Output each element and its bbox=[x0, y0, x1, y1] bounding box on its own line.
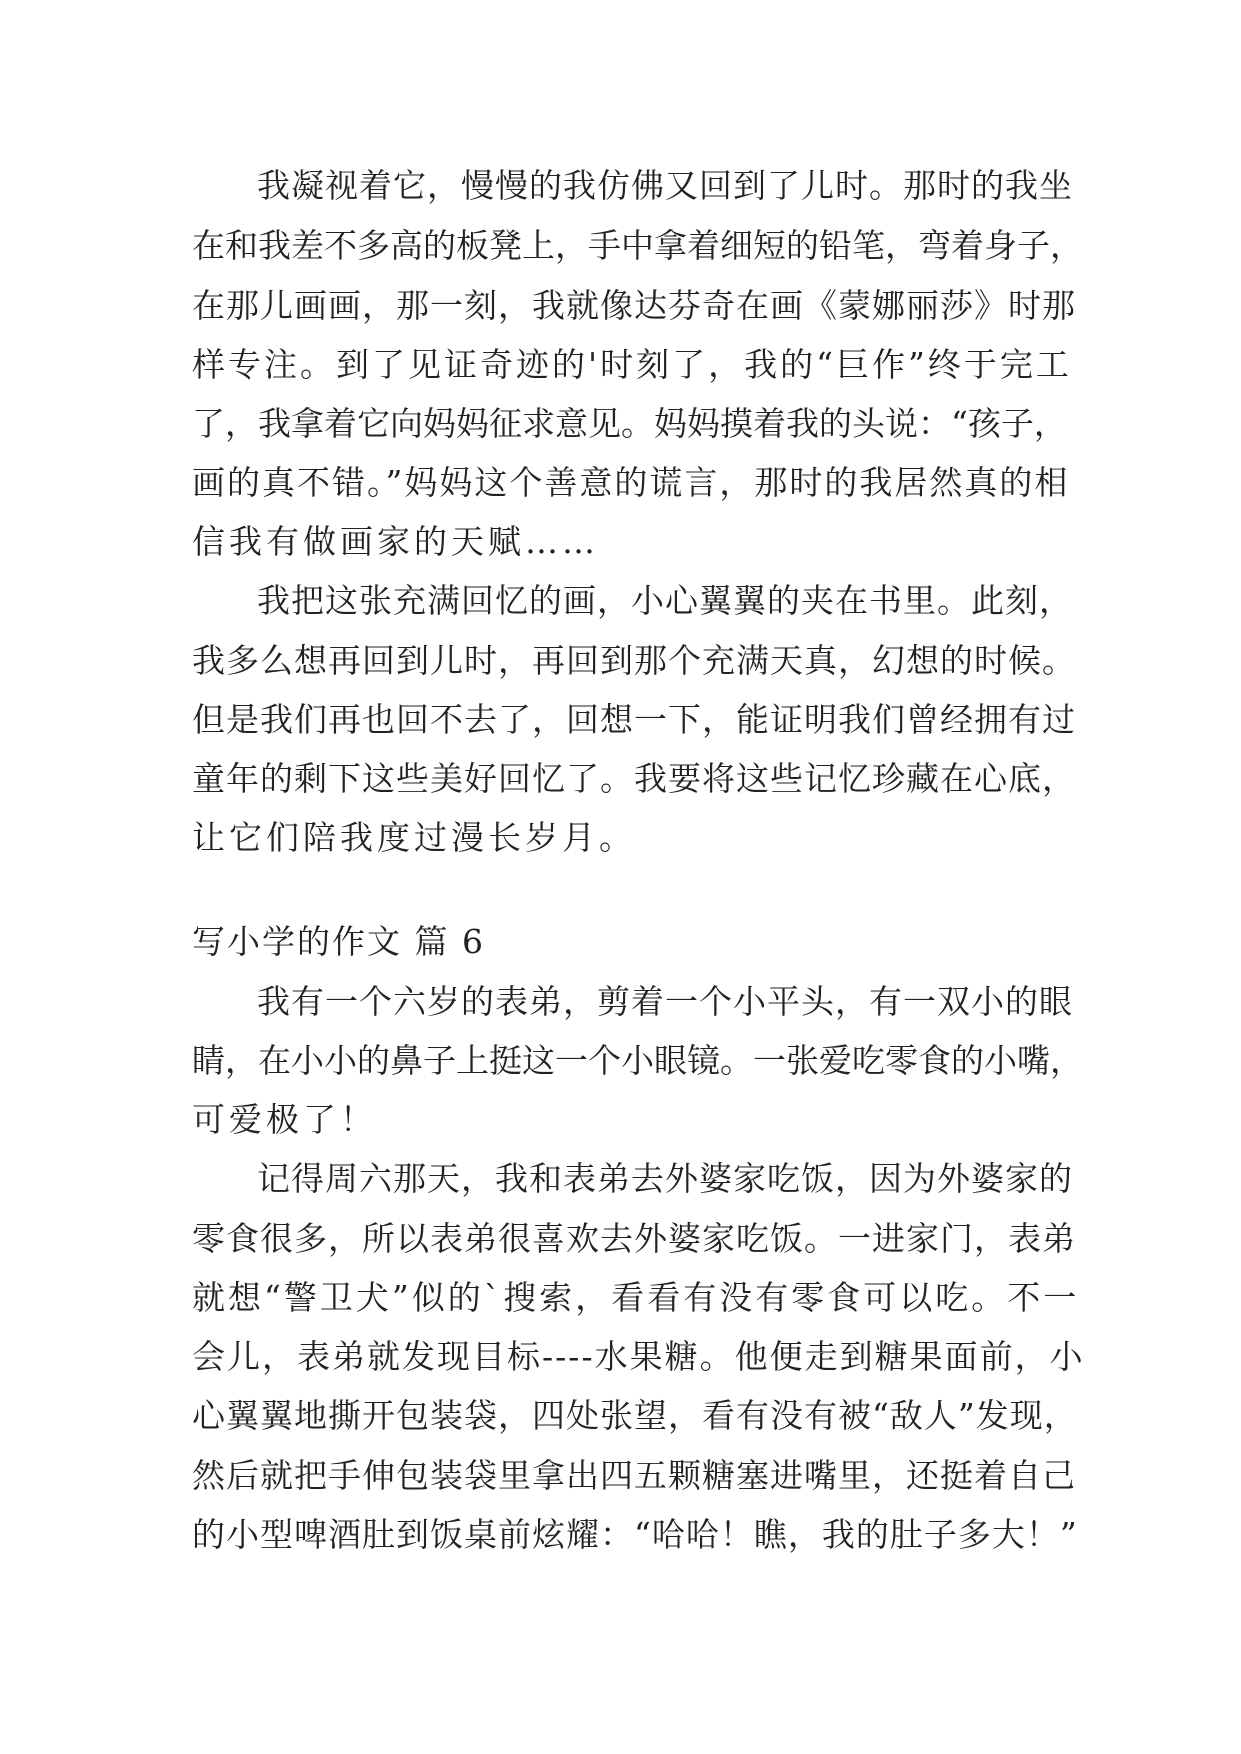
paragraph-line: 了，我拿着它向妈妈征求意见。妈妈摸着我的头说：“孩子， bbox=[192, 404, 1067, 443]
paragraph-line: 童年的剩下这些美好回忆了。我要将这些记忆珍藏在心底， bbox=[192, 759, 1076, 798]
paragraph-line: 但是我们再也回不去了，回想一下，能证明我们曾经拥有过 bbox=[192, 700, 1076, 739]
paragraph-line: 然后就把手伸包装袋里拿出四五颗糖塞进嘴里，还挺着自己 bbox=[192, 1456, 1076, 1495]
paragraph-line: 画的真不错。”妈妈这个善意的谎言，那时的我居然真的相 bbox=[192, 463, 1070, 502]
paragraph-line: 可爱极了！ bbox=[192, 1100, 377, 1139]
paragraph-line: 让它们陪我度过漫长岁月。 bbox=[192, 818, 636, 857]
paragraph-line: 零食很多，所以表弟很喜欢去外婆家吃饭。一进家门，表弟 bbox=[192, 1219, 1076, 1258]
paragraph-line: 在那儿画画，那一刻，我就像达芬奇在画《蒙娜丽莎》时那 bbox=[192, 286, 1076, 325]
paragraph-line: 记得周六那天，我和表弟去外婆家吃饭，因为外婆家的 bbox=[257, 1159, 1073, 1198]
paragraph-line: 的小型啤酒肚到饭桌前炫耀：“哈哈！瞧，我的肚子多大！” bbox=[192, 1515, 1078, 1554]
paragraph-line: 我凝视着它，慢慢的我仿佛又回到了儿时。那时的我坐 bbox=[257, 166, 1073, 205]
paragraph-line: 我把这张充满回忆的画，小心翼翼的夹在书里。此刻， bbox=[257, 581, 1073, 620]
paragraph-line: 我多么想再回到儿时，再回到那个充满天真，幻想的时候。 bbox=[192, 641, 1076, 680]
paragraph-line: 就想“警卫犬”似的`搜索，看看有没有零食可以吃。不一 bbox=[192, 1278, 1080, 1317]
paragraph-line: 心翼翼地撕开包装袋，四处张望，看有没有被“敌人”发现， bbox=[192, 1396, 1078, 1435]
paragraph-line: 会儿，表弟就发现目标----水果糖。他便走到糖果面前，小 bbox=[192, 1337, 1085, 1376]
paragraph-line: 我有一个六岁的表弟，剪着一个小平头，有一双小的眼 bbox=[257, 982, 1073, 1021]
paragraph-line: 信我有做画家的天赋…… bbox=[192, 522, 599, 561]
paragraph-line: 睛，在小小的鼻子上挺这一个小眼镜。一张爱吃零食的小嘴， bbox=[192, 1041, 1083, 1080]
section-heading: 写小学的作文 篇 6 bbox=[192, 922, 485, 961]
paragraph-line: 在和我差不多高的板凳上，手中拿着细短的铅笔，弯着身子， bbox=[192, 226, 1083, 265]
paragraph-line: 样专注。到了见证奇迹的'时刻了，我的“巨作”终于完工 bbox=[192, 345, 1072, 384]
